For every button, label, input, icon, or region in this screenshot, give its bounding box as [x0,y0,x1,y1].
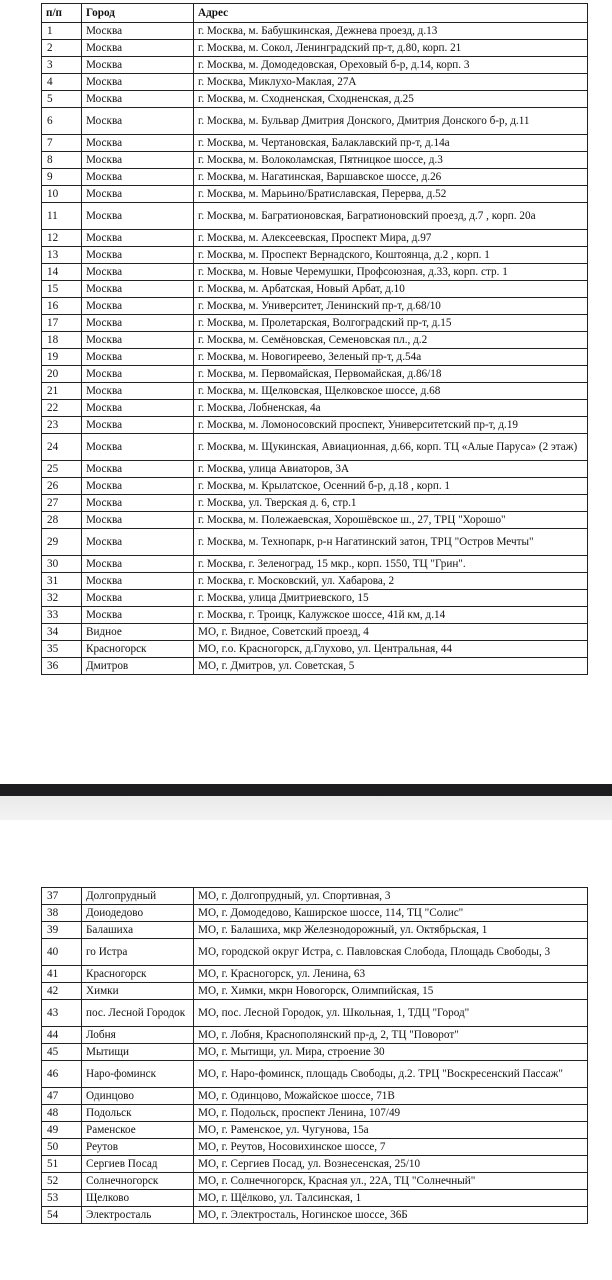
row-address: г. Москва, г. Зеленоград, 15 мкр., корп. 1550, ТЦ "Грин". [194,556,588,573]
row-city: Одинцово [82,1088,194,1105]
row-address: г. Москва, улица Дмитриевского, 15 [194,590,588,607]
row-city: Москва [82,264,194,281]
table-row [42,1061,588,1088]
row-number: 49 [42,1122,82,1139]
table-row [42,905,588,922]
row-number: 20 [42,366,82,383]
row-city: Балашиха [82,922,194,939]
table-row [42,607,588,624]
row-city: Москва [82,512,194,529]
row-city: пос. Лесной Городок [82,1000,194,1027]
row-address: МО, г. Балашиха, мкр Железнодорожный, ул. Октябрьская, 1 [194,922,588,939]
row-number: 8 [42,152,82,169]
table-row [42,1139,588,1156]
row-address: МО, г. Электросталь, Ногинское шоссе, 36Б [194,1207,588,1224]
row-address: МО, городской округ Истра, с. Павловская Слобода, Площадь Свободы, 3 [194,939,588,966]
table-row [42,461,588,478]
row-city: Доиодедово [82,905,194,922]
row-city: Москва [82,57,194,74]
row-city: Химки [82,983,194,1000]
row-number: 9 [42,169,82,186]
table-row [42,417,588,434]
table-row [42,983,588,1000]
table-row [42,169,588,186]
row-number: 17 [42,315,82,332]
row-address: МО, г. Реутов, Носовихинское шоссе, 7 [194,1139,588,1156]
row-address: г. Москва, м. Арбатская, Новый Арбат, д.10 [194,281,588,298]
table-row [42,1190,588,1207]
address-table-page-1 [41,3,588,675]
table-row [42,624,588,641]
table-row [42,264,588,281]
row-city: Москва [82,383,194,400]
table-row [42,590,588,607]
row-number: 3 [42,57,82,74]
row-number: 16 [42,298,82,315]
row-address: МО, г. Одинцово, Можайское шоссе, 71В [194,1088,588,1105]
page-divider [0,780,612,820]
row-address: МО, г. Сергиев Посад, ул. Вознесенская, 25/10 [194,1156,588,1173]
table-row [42,1173,588,1190]
table-row [42,1000,588,1027]
table-row [42,478,588,495]
row-address: г. Москва, м. Проспект Вернадского, Коштоянца, д.2 , корп. 1 [194,247,588,264]
row-number: 18 [42,332,82,349]
row-city: Москва [82,40,194,57]
row-number: 4 [42,74,82,91]
row-city: Солнечногорск [82,1173,194,1190]
table-row [42,108,588,135]
row-address: г. Москва, м. Бабушкинская, Дежнева проезд, д.13 [194,23,588,40]
row-city: Москва [82,556,194,573]
row-address: МО, г.о. Красногорск, д.Глухово, ул. Центральная, 44 [194,641,588,658]
row-address: г. Москва, улица Авиаторов, 3А [194,461,588,478]
row-city: Красногорск [82,641,194,658]
row-city: Москва [82,152,194,169]
table-header-row [42,4,588,23]
row-city: Подольск [82,1105,194,1122]
row-address: МО, г. Видное, Советский проезд, 4 [194,624,588,641]
table-row [42,247,588,264]
row-number: 13 [42,247,82,264]
table-row [42,1156,588,1173]
row-city: Москва [82,495,194,512]
row-address: г. Москва, м. Полежаевская, Хорошёвское ш., 27, ТРЦ "Хорошо" [194,512,588,529]
row-city: Москва [82,135,194,152]
table-row [42,91,588,108]
row-address: МО, г. Раменское, ул. Чугунова, 15а [194,1122,588,1139]
header-city: Город [82,4,194,23]
row-number: 25 [42,461,82,478]
row-address: г. Москва, м. Чертановская, Балаклавский пр-т, д.14а [194,135,588,152]
row-number: 34 [42,624,82,641]
row-number: 24 [42,434,82,461]
row-number: 14 [42,264,82,281]
table-row [42,434,588,461]
row-address: г. Москва, м. Ломоносовский проспект, Университетский пр-т, д.19 [194,417,588,434]
row-address: г. Москва, м. Технопарк, р-н Нагатинский затон, ТРЦ "Остров Мечты" [194,529,588,556]
row-number: 26 [42,478,82,495]
row-number: 21 [42,383,82,400]
row-address: г. Москва, Лобненская, 4а [194,400,588,417]
row-number: 47 [42,1088,82,1105]
row-number: 39 [42,922,82,939]
table-row [42,512,588,529]
row-address: г. Москва, м. Домодедовская, Ореховый б-р, д.14, корп. 3 [194,57,588,74]
row-number: 37 [42,888,82,905]
row-city: Красногорск [82,966,194,983]
table-row [42,1207,588,1224]
table-row [42,366,588,383]
row-address: МО, г. Дмитров, ул. Советская, 5 [194,658,588,675]
row-city: Москва [82,366,194,383]
row-address: МО, г. Лобня, Краснополянский пр-д, 2, ТЦ "Поворот" [194,1027,588,1044]
row-city: Москва [82,417,194,434]
row-city: Москва [82,247,194,264]
table-row [42,1122,588,1139]
row-city: Долгопрудный [82,888,194,905]
row-number: 41 [42,966,82,983]
row-address: г. Москва, м. Пролетарская, Волгоградский пр-т, д.15 [194,315,588,332]
row-address: г. Москва, м. Новогиреево, Зеленый пр-т, д.54а [194,349,588,366]
row-number: 44 [42,1027,82,1044]
row-city: Москва [82,169,194,186]
table-row [42,641,588,658]
row-address: г. Москва, м. Сходненская, Сходненская, д.25 [194,91,588,108]
table-row [42,298,588,315]
row-number: 12 [42,230,82,247]
header-address: Адрес [194,4,588,23]
row-city: Москва [82,315,194,332]
row-address: г. Москва, м. Первомайская, Первомайская, д.86/18 [194,366,588,383]
row-address: МО, г. Солнечногорск, Красная ул., 22А, ТЦ "Солнечный" [194,1173,588,1190]
row-number: 54 [42,1207,82,1224]
table-row [42,529,588,556]
row-city: Электросталь [82,1207,194,1224]
row-number: 11 [42,203,82,230]
row-number: 30 [42,556,82,573]
row-city: Сергиев Посад [82,1156,194,1173]
table-row [42,135,588,152]
row-address: МО, г. Домодедово, Каширское шоссе, 114, ТЦ "Солис" [194,905,588,922]
row-number: 2 [42,40,82,57]
table-row [42,1027,588,1044]
row-number: 7 [42,135,82,152]
table-row [42,203,588,230]
table-row [42,230,588,247]
table-row [42,57,588,74]
row-city: Москва [82,573,194,590]
row-number: 36 [42,658,82,675]
table-row [42,1105,588,1122]
document-page-2 [0,820,612,1280]
row-number: 6 [42,108,82,135]
row-city: Москва [82,434,194,461]
row-address: г. Москва, м. Крылатское, Осенний б-р, д.18 , корп. 1 [194,478,588,495]
row-address: МО, г. Красногорск, ул. Ленина, 63 [194,966,588,983]
row-address: г. Москва, Миклухо-Маклая, 27А [194,74,588,91]
row-address: МО, г. Мытищи, ул. Мира, строение 30 [194,1044,588,1061]
row-city: Видное [82,624,194,641]
table-row [42,186,588,203]
table-row [42,332,588,349]
row-address: МО, г. Химки, мкрн Новогорск, Олимпийская, 15 [194,983,588,1000]
row-number: 29 [42,529,82,556]
row-number: 28 [42,512,82,529]
table-row [42,383,588,400]
row-address: МО, г. Подольск, проспект Ленина, 107/49 [194,1105,588,1122]
row-number: 42 [42,983,82,1000]
row-city: Дмитров [82,658,194,675]
table-row [42,888,588,905]
row-city: Москва [82,590,194,607]
row-address: г. Москва, м. Щукинская, Авиационная, д.66, корп. ТЦ «Алые Паруса» (2 этаж) [194,434,588,461]
table-row [42,1044,588,1061]
row-city: Москва [82,349,194,366]
row-address: г. Москва, м. Багратионовская, Багратионовский проезд, д.7 , корп. 20а [194,203,588,230]
row-number: 19 [42,349,82,366]
row-city: Москва [82,298,194,315]
row-number: 33 [42,607,82,624]
row-address: г. Москва, м. Алексеевская, Проспект Мира, д.97 [194,230,588,247]
row-number: 51 [42,1156,82,1173]
row-city: Москва [82,607,194,624]
table-row [42,315,588,332]
row-number: 53 [42,1190,82,1207]
row-number: 43 [42,1000,82,1027]
row-number: 23 [42,417,82,434]
row-city: Москва [82,23,194,40]
row-city: Москва [82,108,194,135]
row-number: 1 [42,23,82,40]
row-address: г. Москва, м. Марьино/Братиславская, Перерва, д.52 [194,186,588,203]
row-address: г. Москва, г. Троицк, Калужское шоссе, 41й км, д.14 [194,607,588,624]
row-city: Москва [82,74,194,91]
row-address: г. Москва, м. Бульвар Дмитрия Донского, Дмитрия Донского б-р, д.11 [194,108,588,135]
row-number: 27 [42,495,82,512]
row-address: г. Москва, м. Университет, Ленинский пр-т, д.68/10 [194,298,588,315]
row-city: Москва [82,529,194,556]
row-number: 10 [42,186,82,203]
row-number: 48 [42,1105,82,1122]
table-row [42,495,588,512]
table-row [42,152,588,169]
row-city: го Истра [82,939,194,966]
address-table-page-2 [41,887,588,1224]
row-city: Раменское [82,1122,194,1139]
row-address: г. Москва, г. Московский, ул. Хабарова, 2 [194,573,588,590]
row-address: г. Москва, м. Сокол, Ленинградский пр-т, д.80, корп. 21 [194,40,588,57]
row-address: г. Москва, м. Волоколамская, Пятницкое шоссе, д.3 [194,152,588,169]
row-address: МО, г. Щёлково, ул. Талсинская, 1 [194,1190,588,1207]
row-city: Щелково [82,1190,194,1207]
row-city: Москва [82,230,194,247]
row-address: МО, пос. Лесной Городок, ул. Школьная, 1, ТДЦ "Город" [194,1000,588,1027]
row-city: Москва [82,91,194,108]
row-address: г. Москва, м. Нагатинская, Варшавское шоссе, д.26 [194,169,588,186]
table-row [42,23,588,40]
row-number: 40 [42,939,82,966]
table-row [42,1088,588,1105]
table-row [42,40,588,57]
row-number: 52 [42,1173,82,1190]
row-number: 5 [42,91,82,108]
row-address: г. Москва, м. Щелковская, Щелковское шоссе, д.68 [194,383,588,400]
row-city: Лобня [82,1027,194,1044]
row-city: Москва [82,281,194,298]
row-city: Реутов [82,1139,194,1156]
row-address: г. Москва, м. Семёновская, Семеновская пл., д.2 [194,332,588,349]
row-address: МО, г. Наро-фоминск, площадь Свободы, д.2. ТРЦ "Воскресенский Пассаж" [194,1061,588,1088]
row-city: Москва [82,478,194,495]
row-number: 46 [42,1061,82,1088]
table-row [42,74,588,91]
row-address: г. Москва, ул. Тверская д. 6, стр.1 [194,495,588,512]
row-city: Наро-фоминск [82,1061,194,1088]
row-address: МО, г. Долгопрудный, ул. Спортивная, 3 [194,888,588,905]
table-row [42,966,588,983]
row-city: Мытищи [82,1044,194,1061]
row-city: Москва [82,203,194,230]
table-row [42,349,588,366]
row-city: Москва [82,186,194,203]
table-row [42,281,588,298]
row-number: 38 [42,905,82,922]
row-city: Москва [82,461,194,478]
row-address: г. Москва, м. Новые Черемушки, Профсоюзная, д.33, корп. стр. 1 [194,264,588,281]
row-number: 50 [42,1139,82,1156]
table-row [42,556,588,573]
table-row [42,939,588,966]
table-row [42,922,588,939]
row-number: 35 [42,641,82,658]
row-city: Москва [82,332,194,349]
table-row [42,400,588,417]
table-row [42,573,588,590]
row-number: 15 [42,281,82,298]
row-number: 22 [42,400,82,417]
row-city: Москва [82,400,194,417]
table-row [42,658,588,675]
row-number: 45 [42,1044,82,1061]
header-number: п/п [42,4,82,23]
row-number: 31 [42,573,82,590]
row-number: 32 [42,590,82,607]
